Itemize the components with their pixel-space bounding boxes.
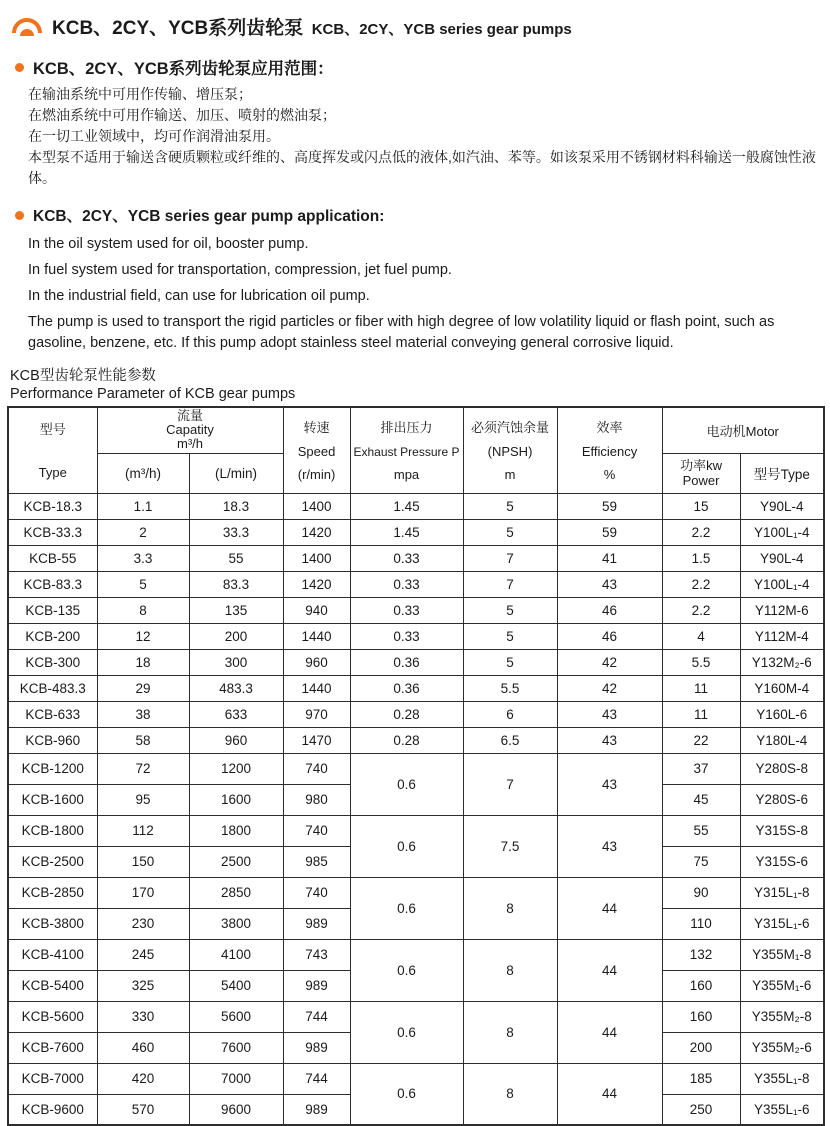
table-cell-motor: Y355L₁-6	[740, 1094, 824, 1125]
table-cell-lmin: 5400	[189, 970, 283, 1001]
table-cell-eff: 42	[557, 675, 662, 701]
table-cell-lmin: 300	[189, 649, 283, 675]
table-cell-speed: 1420	[283, 571, 350, 597]
col-header-type-en: Type	[38, 465, 67, 481]
table-cell-m3h: 95	[97, 784, 189, 815]
table-cell-lmin: 4100	[189, 939, 283, 970]
table-cell-eff: 46	[557, 623, 662, 649]
table-cell-motor: Y315L₁-8	[740, 877, 824, 908]
col-header-motor	[662, 407, 824, 453]
table-row	[8, 815, 824, 846]
table-cell-type: KCB-1600	[8, 784, 97, 815]
col-header-motor-type: 型号Type	[740, 453, 824, 493]
application-en-line: In the oil system used for oil, booster pump.	[28, 236, 309, 252]
application-zh-line: 在燃油系统中可用作输送、加压、喷射的燃油泵；	[28, 107, 336, 123]
page-title-zh: KCB、2CY、YCB系列齿轮泵	[52, 18, 304, 39]
table-cell-motor: Y160L-6	[740, 701, 824, 727]
performance-table	[7, 406, 825, 1126]
table-cell-speed: 970	[283, 701, 350, 727]
table-row	[8, 493, 824, 519]
table-cell-motor: Y112M-6	[740, 597, 824, 623]
table-cell-npsh: 6.5	[463, 727, 557, 753]
application-zh-paragraph: 本型泵不适用于输送含硬质颗粒或纤维的、高度挥发或闪点低的液体,如汽油、苯等。如该泵采用不锈钢材料科输送一般腐蚀性液体。	[28, 149, 816, 186]
table-cell-motor: Y90L-4	[740, 545, 824, 571]
table-row	[8, 649, 824, 675]
table-cell-speed: 744	[283, 1001, 350, 1032]
table-cell-type: KCB-1200	[8, 753, 97, 784]
table-cell-type: KCB-5400	[8, 970, 97, 1001]
table-cell-type: KCB-1800	[8, 815, 97, 846]
table-cell-speed: 989	[283, 970, 350, 1001]
table-cell-type: KCB-55	[8, 545, 97, 571]
table-cell-m3h: 150	[97, 846, 189, 877]
table-cell-m3h: 460	[97, 1032, 189, 1063]
table-cell-type: KCB-633	[8, 701, 97, 727]
table-cell-power: 15	[662, 493, 740, 519]
bullet-icon	[15, 211, 24, 220]
table-cell-m3h: 330	[97, 1001, 189, 1032]
table-cell-speed: 940	[283, 597, 350, 623]
table-cell-npsh: 8	[463, 1001, 557, 1063]
table-cell-power: 37	[662, 753, 740, 784]
table-cell-power: 185	[662, 1063, 740, 1094]
table-cell-lmin: 5600	[189, 1001, 283, 1032]
table-cell-lmin: 2850	[189, 877, 283, 908]
table-cell-npsh: 7.5	[463, 815, 557, 877]
col-header-efficiency-zh: 效率	[596, 420, 623, 436]
table-cell-m3h: 2	[97, 519, 189, 545]
table-cell-motor: Y355L₁-8	[740, 1063, 824, 1094]
table-cell-power: 132	[662, 939, 740, 970]
application-en-line: In fuel system used for transportation, compression, jet fuel pump.	[28, 262, 452, 278]
col-header-speed	[283, 407, 350, 493]
table-cell-power: 90	[662, 877, 740, 908]
table-cell-type: KCB-960	[8, 727, 97, 753]
table-cell-power: 4	[662, 623, 740, 649]
table-cell-m3h: 570	[97, 1094, 189, 1125]
table-row	[8, 519, 824, 545]
table-row	[8, 571, 824, 597]
table-title-en: Performance Parameter of KCB gear pumps	[10, 386, 296, 402]
table-cell-power: 250	[662, 1094, 740, 1125]
table-cell-pressure: 0.6	[350, 815, 463, 877]
bullet-icon	[15, 63, 24, 72]
col-header-npsh	[463, 407, 557, 493]
table-cell-lmin: 135	[189, 597, 283, 623]
table-cell-m3h: 38	[97, 701, 189, 727]
table-row	[8, 877, 824, 908]
col-header-capacity-unit: m³/h	[177, 436, 203, 452]
table-cell-power: 1.5	[662, 545, 740, 571]
table-cell-type: KCB-4100	[8, 939, 97, 970]
table-cell-speed: 740	[283, 877, 350, 908]
col-header-type-zh: 型号	[39, 422, 66, 438]
col-header-power-zh: 功率kw	[680, 458, 722, 473]
table-cell-lmin: 3800	[189, 908, 283, 939]
application-zh-body	[28, 84, 816, 189]
table-cell-power: 110	[662, 908, 740, 939]
table-cell-power: 160	[662, 1001, 740, 1032]
table-cell-lmin: 1800	[189, 815, 283, 846]
col-header-speed-unit: (r/min)	[297, 467, 336, 483]
table-cell-power: 75	[662, 846, 740, 877]
table-cell-motor: Y180L-4	[740, 727, 824, 753]
table-cell-npsh: 8	[463, 877, 557, 939]
col-header-capacity-zh: 流量	[177, 408, 204, 424]
col-header-efficiency-unit: %	[603, 467, 616, 483]
table-cell-pressure: 0.28	[350, 701, 463, 727]
col-header-npsh-en: (NPSH)	[487, 444, 533, 460]
table-cell-motor: Y90L-4	[740, 493, 824, 519]
table-cell-power: 5.5	[662, 649, 740, 675]
table-cell-motor: Y280S-6	[740, 784, 824, 815]
table-cell-npsh: 7	[463, 753, 557, 815]
page	[0, 13, 830, 1126]
table-cell-m3h: 72	[97, 753, 189, 784]
col-header-capacity-lmin: (L/min)	[189, 453, 283, 493]
table-row	[8, 675, 824, 701]
table-cell-motor: Y355M₂-6	[740, 1032, 824, 1063]
table-cell-speed: 985	[283, 846, 350, 877]
table-cell-eff: 41	[557, 545, 662, 571]
table-cell-motor: Y100L₁-4	[740, 571, 824, 597]
section-heading-zh	[15, 55, 830, 79]
table-cell-m3h: 3.3	[97, 545, 189, 571]
table-cell-type: KCB-483.3	[8, 675, 97, 701]
col-header-capacity-en: Capatity	[166, 422, 214, 438]
table-cell-type: KCB-3800	[8, 908, 97, 939]
col-header-efficiency-en: Efficiency	[581, 444, 638, 460]
table-cell-m3h: 12	[97, 623, 189, 649]
table-cell-npsh: 8	[463, 939, 557, 1001]
table-cell-speed: 744	[283, 1063, 350, 1094]
table-cell-motor: Y355M₁-6	[740, 970, 824, 1001]
application-en-line: In the industrial field, can use for lubrication oil pump.	[28, 288, 370, 304]
table-cell-eff: 43	[557, 815, 662, 877]
table-cell-motor: Y355M₂-8	[740, 1001, 824, 1032]
table-cell-eff: 59	[557, 519, 662, 545]
table-cell-pressure: 0.6	[350, 1063, 463, 1125]
table-cell-motor: Y100L₁-4	[740, 519, 824, 545]
table-cell-speed: 980	[283, 784, 350, 815]
table-cell-eff: 44	[557, 877, 662, 939]
table-cell-type: KCB-83.3	[8, 571, 97, 597]
table-cell-pressure: 1.45	[350, 493, 463, 519]
col-header-power	[662, 453, 740, 493]
table-cell-npsh: 6	[463, 701, 557, 727]
table-cell-pressure: 0.33	[350, 597, 463, 623]
table-cell-npsh: 5	[463, 623, 557, 649]
table-cell-lmin: 2500	[189, 846, 283, 877]
table-cell-lmin: 18.3	[189, 493, 283, 519]
table-cell-npsh: 8	[463, 1063, 557, 1125]
table-cell-eff: 43	[557, 571, 662, 597]
table-cell-speed: 989	[283, 1094, 350, 1125]
table-cell-eff: 46	[557, 597, 662, 623]
table-cell-power: 55	[662, 815, 740, 846]
table-cell-type: KCB-5600	[8, 1001, 97, 1032]
table-cell-lmin: 633	[189, 701, 283, 727]
table-cell-motor: Y280S-8	[740, 753, 824, 784]
table-row	[8, 753, 824, 784]
table-title-zh: KCB型齿轮泵性能参数	[10, 368, 156, 384]
table-row	[8, 597, 824, 623]
table-cell-power: 2.2	[662, 597, 740, 623]
table-cell-eff: 43	[557, 727, 662, 753]
col-header-speed-zh: 转速	[303, 420, 330, 436]
table-cell-type: KCB-33.3	[8, 519, 97, 545]
arc-sun-logo-icon	[12, 18, 42, 36]
table-cell-power: 45	[662, 784, 740, 815]
table-cell-type: KCB-300	[8, 649, 97, 675]
table-cell-speed: 1440	[283, 623, 350, 649]
table-cell-type: KCB-200	[8, 623, 97, 649]
table-cell-lmin: 960	[189, 727, 283, 753]
col-header-pressure-unit: mpa	[393, 467, 420, 483]
table-cell-lmin: 55	[189, 545, 283, 571]
section-heading-en	[15, 204, 830, 226]
table-row	[8, 1001, 824, 1032]
table-cell-pressure: 0.36	[350, 675, 463, 701]
table-cell-pressure: 0.28	[350, 727, 463, 753]
table-cell-speed: 989	[283, 908, 350, 939]
table-cell-pressure: 0.6	[350, 877, 463, 939]
table-cell-m3h: 29	[97, 675, 189, 701]
col-header-type	[8, 407, 97, 493]
application-en-paragraph: The pump is used to transport the rigid particles or fiber with high degree of low volatility liquid or flash point, such as gasoline, benzene, etc. If this pump adopt stainless steel material conveying general corrosive liquid.	[28, 314, 775, 351]
table-row	[8, 939, 824, 970]
table-cell-pressure: 0.33	[350, 571, 463, 597]
col-header-pressure-en: Exhaust Pressure P	[353, 444, 460, 459]
table-cell-type: KCB-7600	[8, 1032, 97, 1063]
table-cell-lmin: 1600	[189, 784, 283, 815]
table-cell-speed: 740	[283, 753, 350, 784]
table-cell-m3h: 170	[97, 877, 189, 908]
table-cell-lmin: 483.3	[189, 675, 283, 701]
col-header-power-en: Power	[682, 473, 720, 488]
table-row	[8, 727, 824, 753]
table-cell-pressure: 0.6	[350, 753, 463, 815]
table-cell-lmin: 200	[189, 623, 283, 649]
table-cell-motor: Y132M₂-6	[740, 649, 824, 675]
col-header-motor-text: 电动机Motor	[706, 423, 779, 439]
table-cell-motor: Y112M-4	[740, 623, 824, 649]
table-cell-m3h: 58	[97, 727, 189, 753]
section-heading-zh-text: KCB、2CY、YCB系列齿轮泵应用范围：	[33, 60, 334, 78]
table-cell-speed: 1400	[283, 545, 350, 571]
table-cell-speed: 989	[283, 1032, 350, 1063]
col-header-capacity	[97, 407, 283, 453]
table-row	[8, 545, 824, 571]
table-cell-power: 11	[662, 675, 740, 701]
table-cell-motor: Y160M-4	[740, 675, 824, 701]
table-cell-speed: 740	[283, 815, 350, 846]
table-cell-power: 160	[662, 970, 740, 1001]
table-cell-npsh: 5	[463, 649, 557, 675]
table-cell-pressure: 1.45	[350, 519, 463, 545]
table-cell-power: 11	[662, 701, 740, 727]
table-cell-type: KCB-135	[8, 597, 97, 623]
table-cell-motor: Y355M₁-8	[740, 939, 824, 970]
col-header-pressure	[350, 407, 463, 493]
table-cell-type: KCB-2850	[8, 877, 97, 908]
table-cell-lmin: 1200	[189, 753, 283, 784]
table-cell-lmin: 7000	[189, 1063, 283, 1094]
table-cell-motor: Y315L₁-6	[740, 908, 824, 939]
table-cell-m3h: 8	[97, 597, 189, 623]
table-cell-eff: 43	[557, 753, 662, 815]
table-cell-pressure: 0.33	[350, 623, 463, 649]
table-cell-eff: 44	[557, 1001, 662, 1063]
table-cell-npsh: 5	[463, 519, 557, 545]
table-cell-eff: 42	[557, 649, 662, 675]
application-zh-line: 在输油系统中可用作传输、增压泵；	[28, 86, 252, 102]
table-cell-speed: 960	[283, 649, 350, 675]
table-cell-type: KCB-9600	[8, 1094, 97, 1125]
section-heading-en-text: KCB、2CY、YCB series gear pump application:	[33, 208, 385, 225]
table-cell-eff: 44	[557, 1063, 662, 1125]
application-zh-line: 在一切工业领域中，均可作润滑油泵用。	[28, 128, 280, 144]
page-title	[52, 13, 572, 40]
table-cell-npsh: 5.5	[463, 675, 557, 701]
table-cell-type: KCB-7000	[8, 1063, 97, 1094]
table-cell-m3h: 245	[97, 939, 189, 970]
table-cell-speed: 1420	[283, 519, 350, 545]
col-header-pressure-zh: 排出压力	[380, 420, 433, 436]
table-cell-m3h: 1.1	[97, 493, 189, 519]
table-cell-pressure: 0.36	[350, 649, 463, 675]
col-header-efficiency	[557, 407, 662, 493]
table-cell-speed: 1440	[283, 675, 350, 701]
table-cell-m3h: 18	[97, 649, 189, 675]
table-cell-motor: Y315S-8	[740, 815, 824, 846]
col-header-speed-en: Speed	[297, 444, 336, 460]
col-header-npsh-zh: 必须汽蚀余量	[471, 420, 550, 436]
table-cell-lmin: 9600	[189, 1094, 283, 1125]
table-cell-power: 2.2	[662, 519, 740, 545]
table-cell-speed: 1400	[283, 493, 350, 519]
table-cell-npsh: 7	[463, 571, 557, 597]
table-cell-m3h: 325	[97, 970, 189, 1001]
table-row	[8, 623, 824, 649]
table-cell-npsh: 5	[463, 493, 557, 519]
table-cell-power: 22	[662, 727, 740, 753]
table-body	[8, 493, 824, 1125]
table-header-row-1	[8, 407, 824, 453]
doc-header	[12, 13, 830, 40]
table-cell-type: KCB-18.3	[8, 493, 97, 519]
table-cell-npsh: 7	[463, 545, 557, 571]
table-row	[8, 1063, 824, 1094]
table-cell-m3h: 5	[97, 571, 189, 597]
table-cell-pressure: 0.33	[350, 545, 463, 571]
table-cell-pressure: 0.6	[350, 1001, 463, 1063]
table-cell-speed: 743	[283, 939, 350, 970]
table-cell-power: 200	[662, 1032, 740, 1063]
application-en-body	[28, 231, 816, 354]
table-cell-eff: 44	[557, 939, 662, 1001]
table-cell-npsh: 5	[463, 597, 557, 623]
table-row	[8, 701, 824, 727]
table-cell-lmin: 33.3	[189, 519, 283, 545]
col-header-capacity-m3h: (m³/h)	[97, 453, 189, 493]
table-cell-type: KCB-2500	[8, 846, 97, 877]
table-cell-m3h: 420	[97, 1063, 189, 1094]
table-cell-lmin: 83.3	[189, 571, 283, 597]
table-cell-eff: 59	[557, 493, 662, 519]
table-cell-lmin: 7600	[189, 1032, 283, 1063]
table-cell-speed: 1470	[283, 727, 350, 753]
table-header	[8, 407, 824, 493]
page-title-en: KCB、2CY、YCB series gear pumps	[311, 21, 572, 38]
table-cell-pressure: 0.6	[350, 939, 463, 1001]
table-cell-eff: 43	[557, 701, 662, 727]
table-cell-motor: Y315S-6	[740, 846, 824, 877]
table-cell-m3h: 112	[97, 815, 189, 846]
table-titles	[10, 367, 830, 403]
col-header-npsh-unit: m	[504, 467, 516, 483]
table-cell-m3h: 230	[97, 908, 189, 939]
table-cell-power: 2.2	[662, 571, 740, 597]
